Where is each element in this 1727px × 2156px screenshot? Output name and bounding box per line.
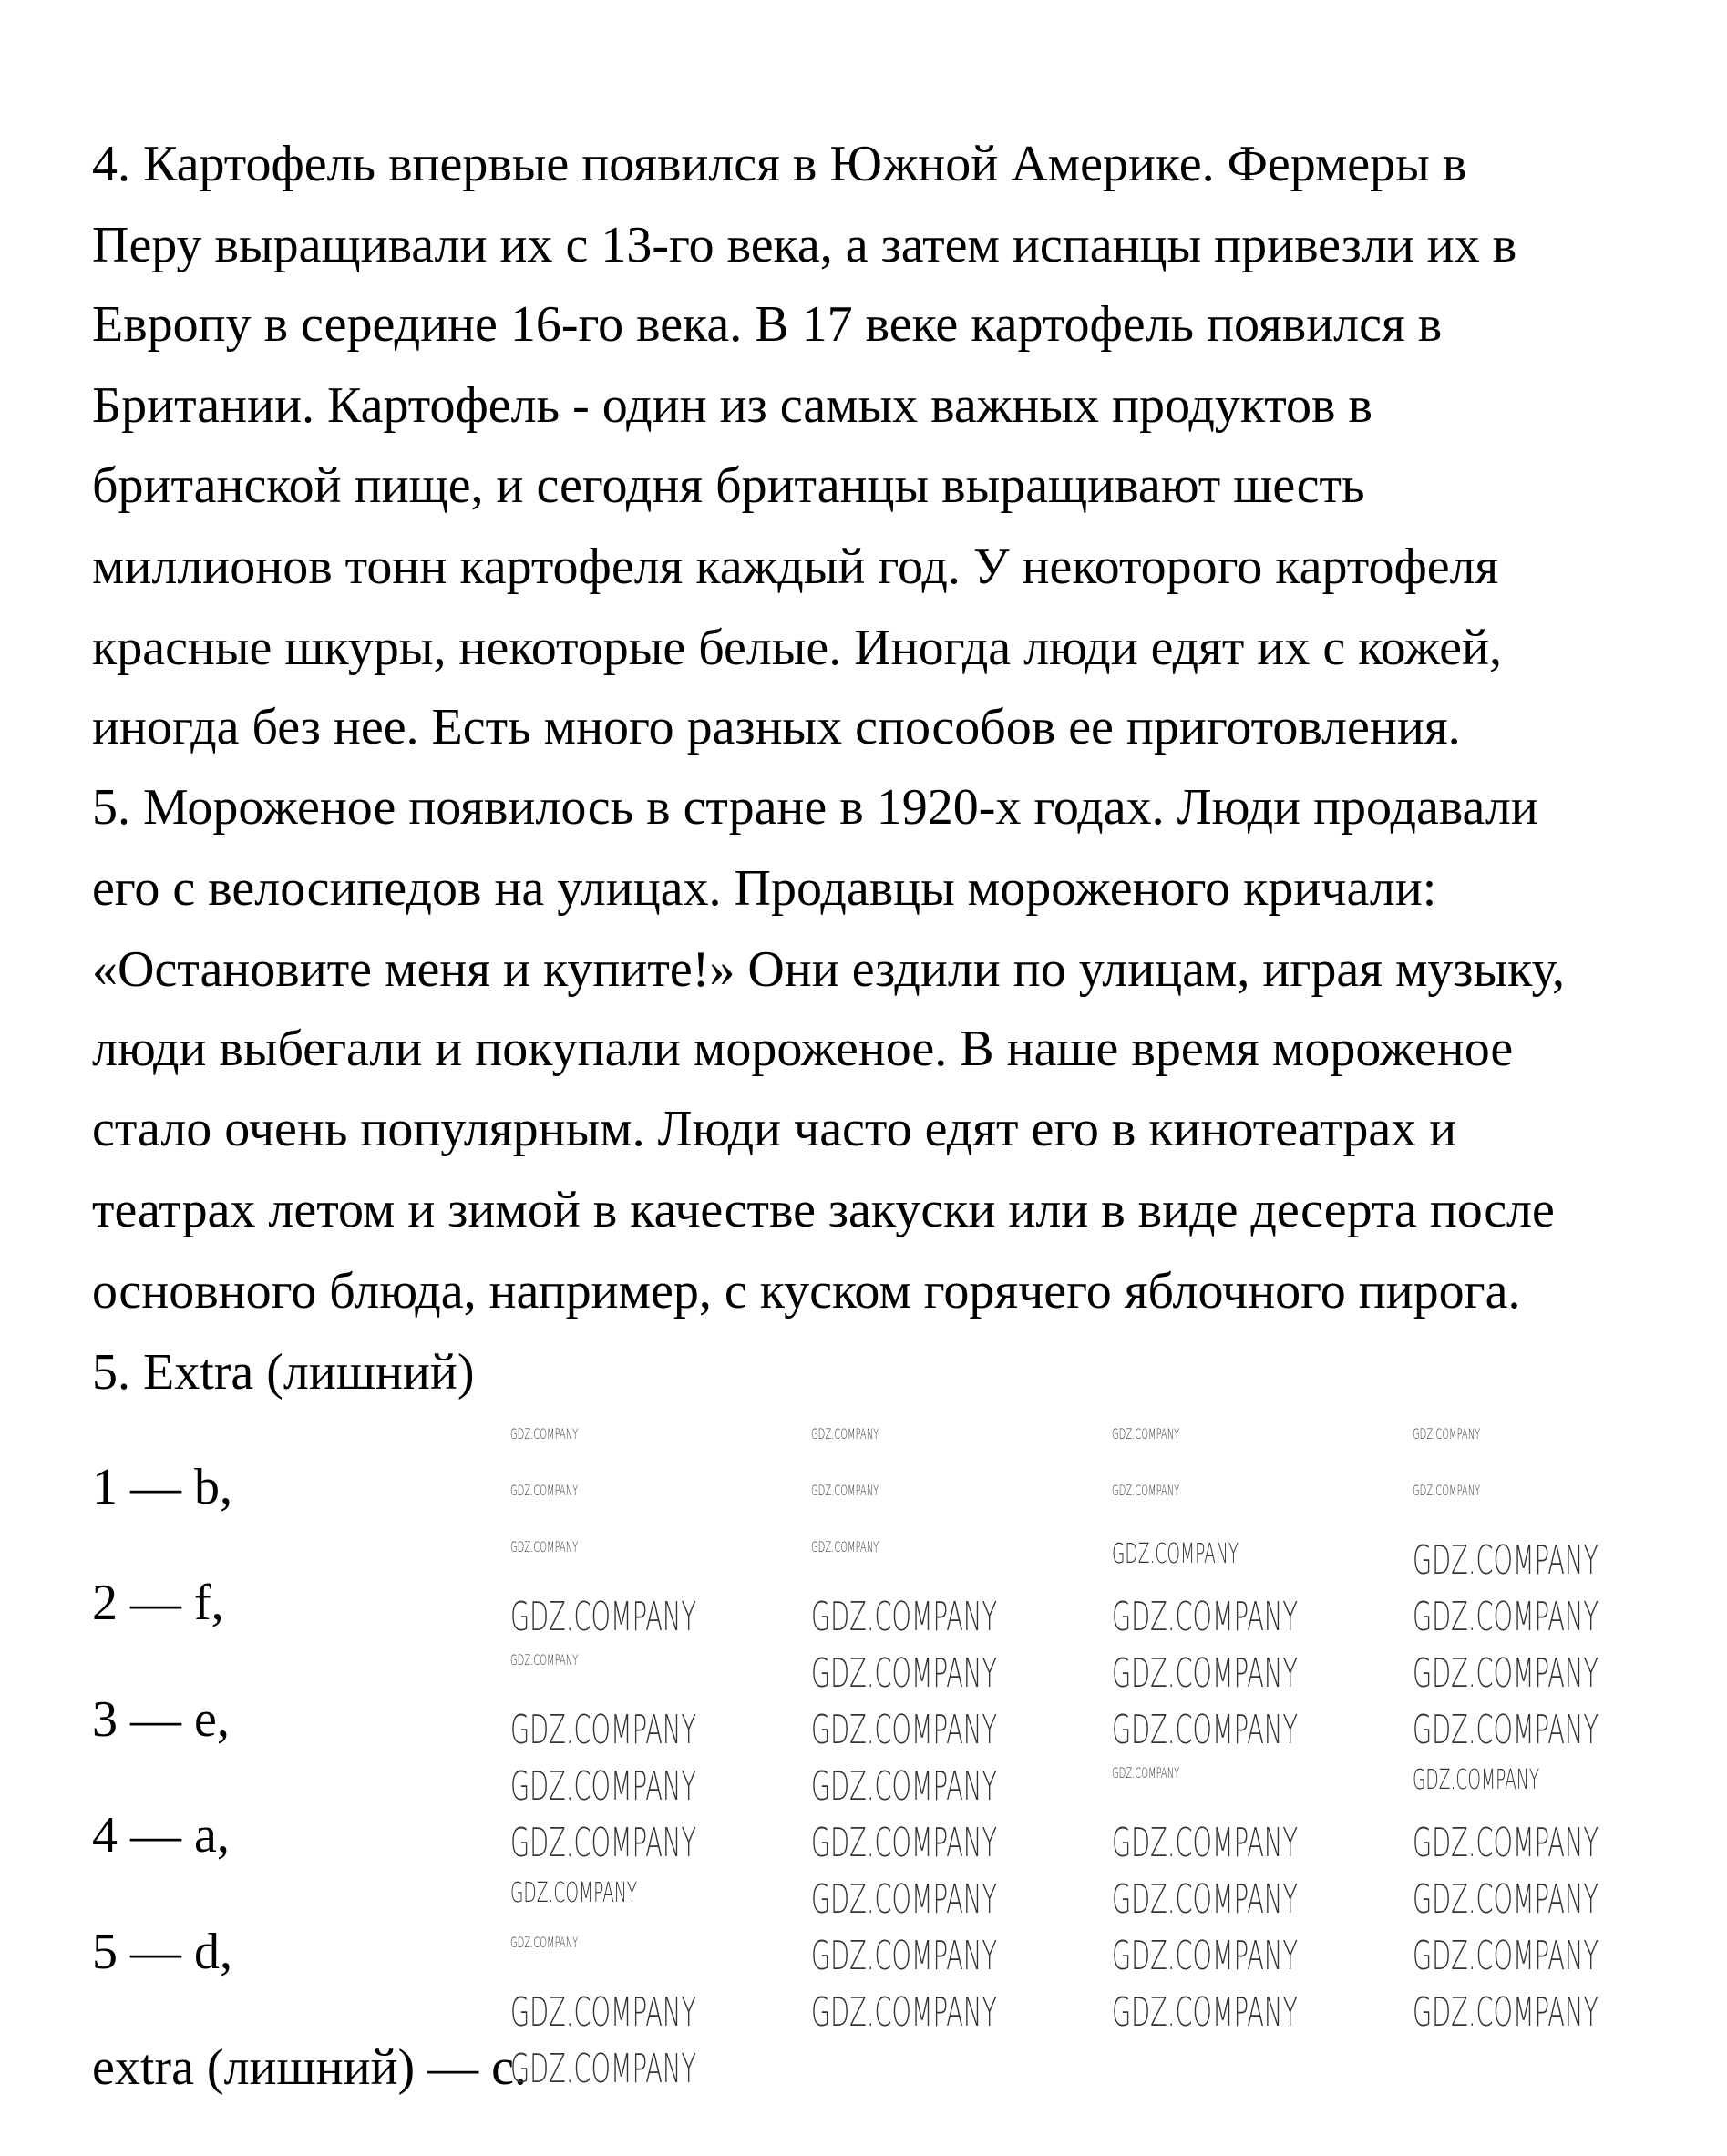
watermark: GDZ.COMPANY (510, 1651, 579, 1668)
watermark: GDZ.COMPANY (1112, 1764, 1180, 1781)
watermark: GDZ.COMPANY (1413, 1707, 1599, 1753)
watermark: GDZ.COMPANY (811, 1650, 998, 1697)
watermark: GDZ.COMPANY (1112, 1425, 1180, 1442)
watermark: GDZ.COMPANY (1413, 1820, 1599, 1866)
watermark: GDZ.COMPANY (1413, 1876, 1599, 1923)
paragraph-line: британской пище, и сегодня британцы выращивают шесть (92, 457, 1365, 514)
watermark: GDZ.COMPANY (1413, 1482, 1481, 1499)
answer-line: extra (лишний) — c. (92, 2039, 528, 2096)
watermark: GDZ.COMPANY (510, 1707, 697, 1753)
watermark: GDZ.COMPANY (1112, 1538, 1239, 1570)
watermark: GDZ.COMPANY (510, 1482, 579, 1499)
paragraph-line: иногда без нее. Есть много разных способов ее приготовления. (92, 699, 1461, 755)
watermark: GDZ.COMPANY (510, 1820, 697, 1866)
watermark: GDZ.COMPANY (1112, 1820, 1299, 1866)
watermark: GDZ.COMPANY (811, 1482, 879, 1499)
watermark: GDZ.COMPANY (510, 1989, 697, 2036)
watermark: GDZ.COMPANY (510, 1538, 579, 1555)
paragraph-line: Европу в середине 16-го века. В 17 веке картофель появился в (92, 296, 1443, 353)
paragraph-line: стало очень популярным. Люди часто едят его в кинотеатрах и (92, 1101, 1457, 1157)
answer-line: 4 — a, (92, 1807, 230, 1863)
paragraph-line: люди выбегали и покупали мороженое. В наше время мороженое (92, 1021, 1514, 1077)
paragraph-line: 5. Мороженое появилось в стране в 1920-х годах. Люди продавали (92, 779, 1538, 836)
watermark: GDZ.COMPANY (811, 1820, 998, 1866)
watermark: GDZ.COMPANY (1413, 1425, 1481, 1442)
paragraph-line: театрах летом и зимой в качестве закуски или в виде десерта после (92, 1182, 1555, 1238)
watermark: GDZ.COMPANY (1112, 1933, 1299, 1979)
watermark: GDZ.COMPANY (811, 1425, 879, 1442)
watermark: GDZ.COMPANY (811, 1594, 998, 1640)
paragraph-line: Британии. Картофель - один из самых важных продуктов в (92, 377, 1372, 434)
watermark: GDZ.COMPANY (510, 1934, 579, 1951)
watermark: GDZ.COMPANY (811, 1933, 998, 1979)
watermark: GDZ.COMPANY (1112, 1594, 1299, 1640)
paragraph-line: 4. Картофель впервые появился в Южной Америке. Фермеры в (92, 136, 1467, 192)
watermark: GDZ.COMPANY (1112, 1707, 1299, 1753)
paragraph-line: основного блюда, например, с куском горячего яблочного пирога. (92, 1263, 1521, 1319)
watermark: GDZ.COMPANY (1112, 1482, 1180, 1499)
watermark: GDZ.COMPANY (811, 1707, 998, 1753)
answer-line: 1 — b, (92, 1459, 232, 1515)
watermark: GDZ.COMPANY (1112, 1650, 1299, 1697)
watermark: GDZ.COMPANY (510, 1877, 638, 1909)
watermark: GDZ.COMPANY (811, 1763, 998, 1810)
answer-line: 2 — f, (92, 1575, 224, 1631)
paragraph-line: «Остановите меня и купите!» Они ездили по улицам, играя музыку, (92, 941, 1565, 998)
watermark: GDZ.COMPANY (811, 1989, 998, 2036)
watermark: GDZ.COMPANY (1413, 1764, 1540, 1796)
watermark: GDZ.COMPANY (510, 1763, 697, 1810)
answer-line: 5 — d, (92, 1924, 232, 1980)
paragraph-line: Перу выращивали их с 13-го века, а затем испанцы привезли их в (92, 217, 1517, 273)
paragraph-line: его с велосипедов на улицах. Продавцы мороженого кричали: (92, 860, 1437, 917)
paragraph-line: 5. Extra (лишний) (92, 1344, 475, 1401)
watermark: GDZ.COMPANY (1112, 1989, 1299, 2036)
watermark: GDZ.COMPANY (510, 1425, 579, 1442)
watermark: GDZ.COMPANY (1413, 1594, 1599, 1640)
watermark: GDZ.COMPANY (1112, 1876, 1299, 1923)
watermark: GDZ.COMPANY (811, 1876, 998, 1923)
answer-line: 3 — e, (92, 1691, 230, 1748)
watermark: GDZ.COMPANY (1413, 1989, 1599, 2036)
watermark: GDZ.COMPANY (1413, 1537, 1599, 1584)
watermark: GDZ.COMPANY (510, 1594, 697, 1640)
watermark: GDZ.COMPANY (811, 1538, 879, 1555)
paragraph-line: красные шкуры, некоторые белые. Иногда люди едят их с кожей, (92, 620, 1502, 676)
watermark: GDZ.COMPANY (1413, 1650, 1599, 1697)
watermark: GDZ.COMPANY (1413, 1933, 1599, 1979)
paragraph-line: миллионов тонн картофеля каждый год. У некоторого картофеля (92, 539, 1499, 595)
watermark: GDZ.COMPANY (510, 2046, 697, 2092)
